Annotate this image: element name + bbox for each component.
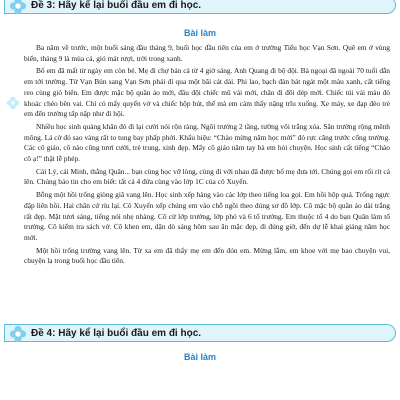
paragraph: Bố em đã mất từ ngày em còn bé. Mẹ đi chợ bán cá từ 4 giờ sáng. Anh Quang đi bộ đội. Bà ngoại đã ngoài 70 tuổi dẫn em tới trường. Từ Vạn Bún sang Vạn Sơn phải đi qua một bãi cát dài. Phi lao, bạch đàn bát ngát một màu xanh, cất tiếng reo cùng gió biển. Em được mặc bộ quần áo mới, đầu đội chiếc mũ vải mới, chân đi đôi dép mới. Chiếc túi vải màu đỏ khoác chéo bên vai. Chỉ có mấy quyển vở và chiếc hộp bút, thế mà em cảm thấy nặng trĩu xuống. Xe máy, xe đạp đèo trẻ em đến trường tấp nập như đi hội. bbox=[24, 66, 390, 119]
exercise-banner-3 bbox=[4, 0, 396, 14]
flower-icon bbox=[9, 0, 27, 15]
paragraph: Một hồi trống trường vang lên. Từ xa em đã thấy mẹ em đến đón em. Mừng lắm, em khoe với mẹ bao chuyện vui, chuyện lạ trong buổi học đầu tiên. bbox=[24, 245, 390, 266]
paragraph: Nhiều học sinh quàng khăn đỏ đi lại cười nói rộn ràng. Ngôi trường 2 tầng, tường vôi trắng xóa. Sân trường rộng mênh mông. Lá cờ đỏ sao vàng rất to tung bay phấp phới. Khẩu hiệu: “Chào mừng năm học mới” đỏ rực căng trước cổng trường. Các cô giáo, cô nào cũng tươi cười, trẻ trung, xinh đẹp. Mấy cô giáo năm tay bà em hỏi chuyện. Học sinh cất tiếng “Chào cô ạ!” thật lễ phép. bbox=[24, 121, 390, 164]
exercise-title: Đề 3: Hãy kể lại buổi đầu em đi học. bbox=[31, 0, 202, 11]
answer-heading: Bài làm bbox=[183, 352, 216, 362]
paragraph: Bỗng một hồi trống giòng giã vang lên. Học sinh xếp hàng vào các lớp theo tiếng loa gọi. Em hồi hộp quá. Trống ngực đập liên hồi. Hai chân cứ ríu lại. Cô Xuyến xếp chúng em vào chỗ ngồi theo đúng sơ đồ lớp. Cô mặc bộ quần áo dài trắng rất đẹp. Mặt tươi sáng, tiếng nói nhẹ nhàng. Cô cử lớp trưởng, lớp phó và 6 tổ trưởng. Em thuộc tổ 4 do bạn Quân làm tổ trưởng. Cô kiểm tra sách vở. Cô khen em, dặn dò sáng hôm sau ăn mặc đẹp, đi đúng giờ, đến dự lễ khai giảng năm học mới. bbox=[24, 190, 390, 242]
paragraph: Cái Lý, cái Minh, thằng Quân... bạn cùng học vỡ lòng, cùng đi với nhau đã được bố mẹ đưa tới. Chúng gọi em rối rít cả lên. Chúng báo tin cho em biết: tất cả 4 đứa cùng vào lớp 1C của cô Xuyến. bbox=[24, 166, 390, 187]
paragraph: Ba năm về trước, một buổi sáng đầu tháng 9, buổi học đầu tiên của em ở trường Tiểu học Vạn Sơn. Quê em ở vùng biển, tháng 9 là mùa cá, gió mát rượi, trời trong xanh. bbox=[24, 43, 390, 63]
exercise-title: Đề 4: Hãy kể lại buổi đầu em đi học. bbox=[31, 328, 202, 339]
exercise-banner-4 bbox=[4, 324, 396, 342]
flower-icon bbox=[9, 325, 27, 343]
answer-heading: Bài làm bbox=[183, 28, 216, 38]
decorative-flower-icon bbox=[6, 96, 20, 110]
essay-body bbox=[24, 43, 390, 269]
